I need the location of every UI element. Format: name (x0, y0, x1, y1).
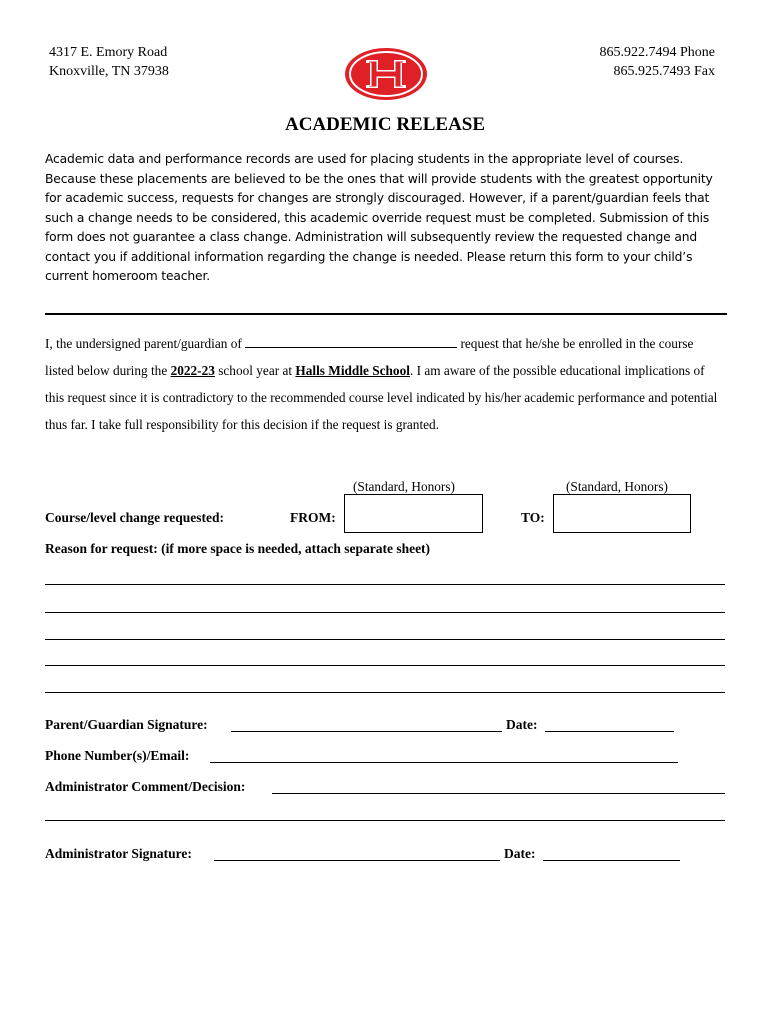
to-course-box[interactable] (553, 494, 691, 533)
admin-date-field[interactable] (543, 860, 680, 861)
phone-email-label: Phone Number(s)/Email: (45, 748, 190, 763)
reason-line-1[interactable] (45, 584, 725, 585)
admin-signature-label: Administrator Signature: (45, 846, 192, 861)
course-change-label: Course/level change requested: (45, 510, 224, 525)
student-name-field[interactable] (245, 335, 457, 348)
school-year: 2022-23 (170, 363, 215, 378)
admin-comment-line-2[interactable] (45, 820, 725, 821)
parent-signature-field[interactable] (231, 731, 502, 732)
reason-line-2[interactable] (45, 612, 725, 613)
reason-line-4[interactable] (45, 665, 725, 666)
admin-signature-field[interactable] (214, 860, 500, 861)
school-name: Halls Middle School (295, 363, 410, 378)
phone-email-field[interactable] (210, 762, 678, 763)
school-contact (560, 43, 715, 81)
statement-part-2: request that he/she be enrolled in the course listed below during the (45, 336, 694, 378)
to-label: TO: (521, 510, 545, 525)
reason-line-3[interactable] (45, 639, 725, 640)
h-logo-icon (344, 47, 428, 101)
from-course-box[interactable] (344, 494, 483, 533)
parent-signature-label: Parent/Guardian Signature: (45, 717, 208, 732)
address-line-2: Knoxville, TN 37938 (49, 64, 169, 79)
address-line-1: 4317 E. Emory Road (49, 45, 168, 60)
intro-paragraph: Academic data and performance records are used for placing students in the appropriate level of courses. Because these placements are believed to be the ones that will provide students with the greatest opportunity for academic success, requests for changes are strongly discouraged. However, if a parent/guardian feels that such a change needs to be considered, this academic override request must be completed. Submission of this form does not guarantee a class change. Administration will subsequently review the requested change and contact you if additional information regarding the change is needed. Please return this form to your child’s current homeroom teacher. (45, 152, 713, 283)
school-logo (344, 47, 428, 101)
fax-number: 865.925.7493 Fax (613, 64, 715, 79)
form-title: ACADEMIC RELEASE (284, 114, 486, 135)
admin-comment-field[interactable] (272, 793, 725, 794)
divider (45, 313, 727, 315)
admin-date-label: Date: (504, 846, 536, 861)
statement-part-4: . I am aware of the possible educational implications of this request since it is contradictory to the recommended course level indicated by his/her academic performance and potential thus far. I take full responsibility for this decision if the request is granted. (45, 363, 718, 432)
to-options: (Standard, Honors) (566, 479, 668, 494)
parent-date-label: Date: (506, 717, 538, 732)
school-address (49, 43, 169, 81)
reason-line-5[interactable] (45, 692, 725, 693)
admin-comment-label: Administrator Comment/Decision: (45, 779, 246, 794)
statement-part-1: I, the undersigned parent/guardian of (45, 336, 242, 351)
statement-part-3: school year at (218, 363, 293, 378)
from-options: (Standard, Honors) (353, 479, 455, 494)
release-statement (45, 330, 725, 438)
phone-number: 865.922.7494 Phone (599, 45, 715, 60)
reason-label: Reason for request: (if more space is needed, attach separate sheet) (45, 541, 431, 556)
from-label: FROM: (290, 510, 336, 525)
parent-date-field[interactable] (545, 731, 674, 732)
